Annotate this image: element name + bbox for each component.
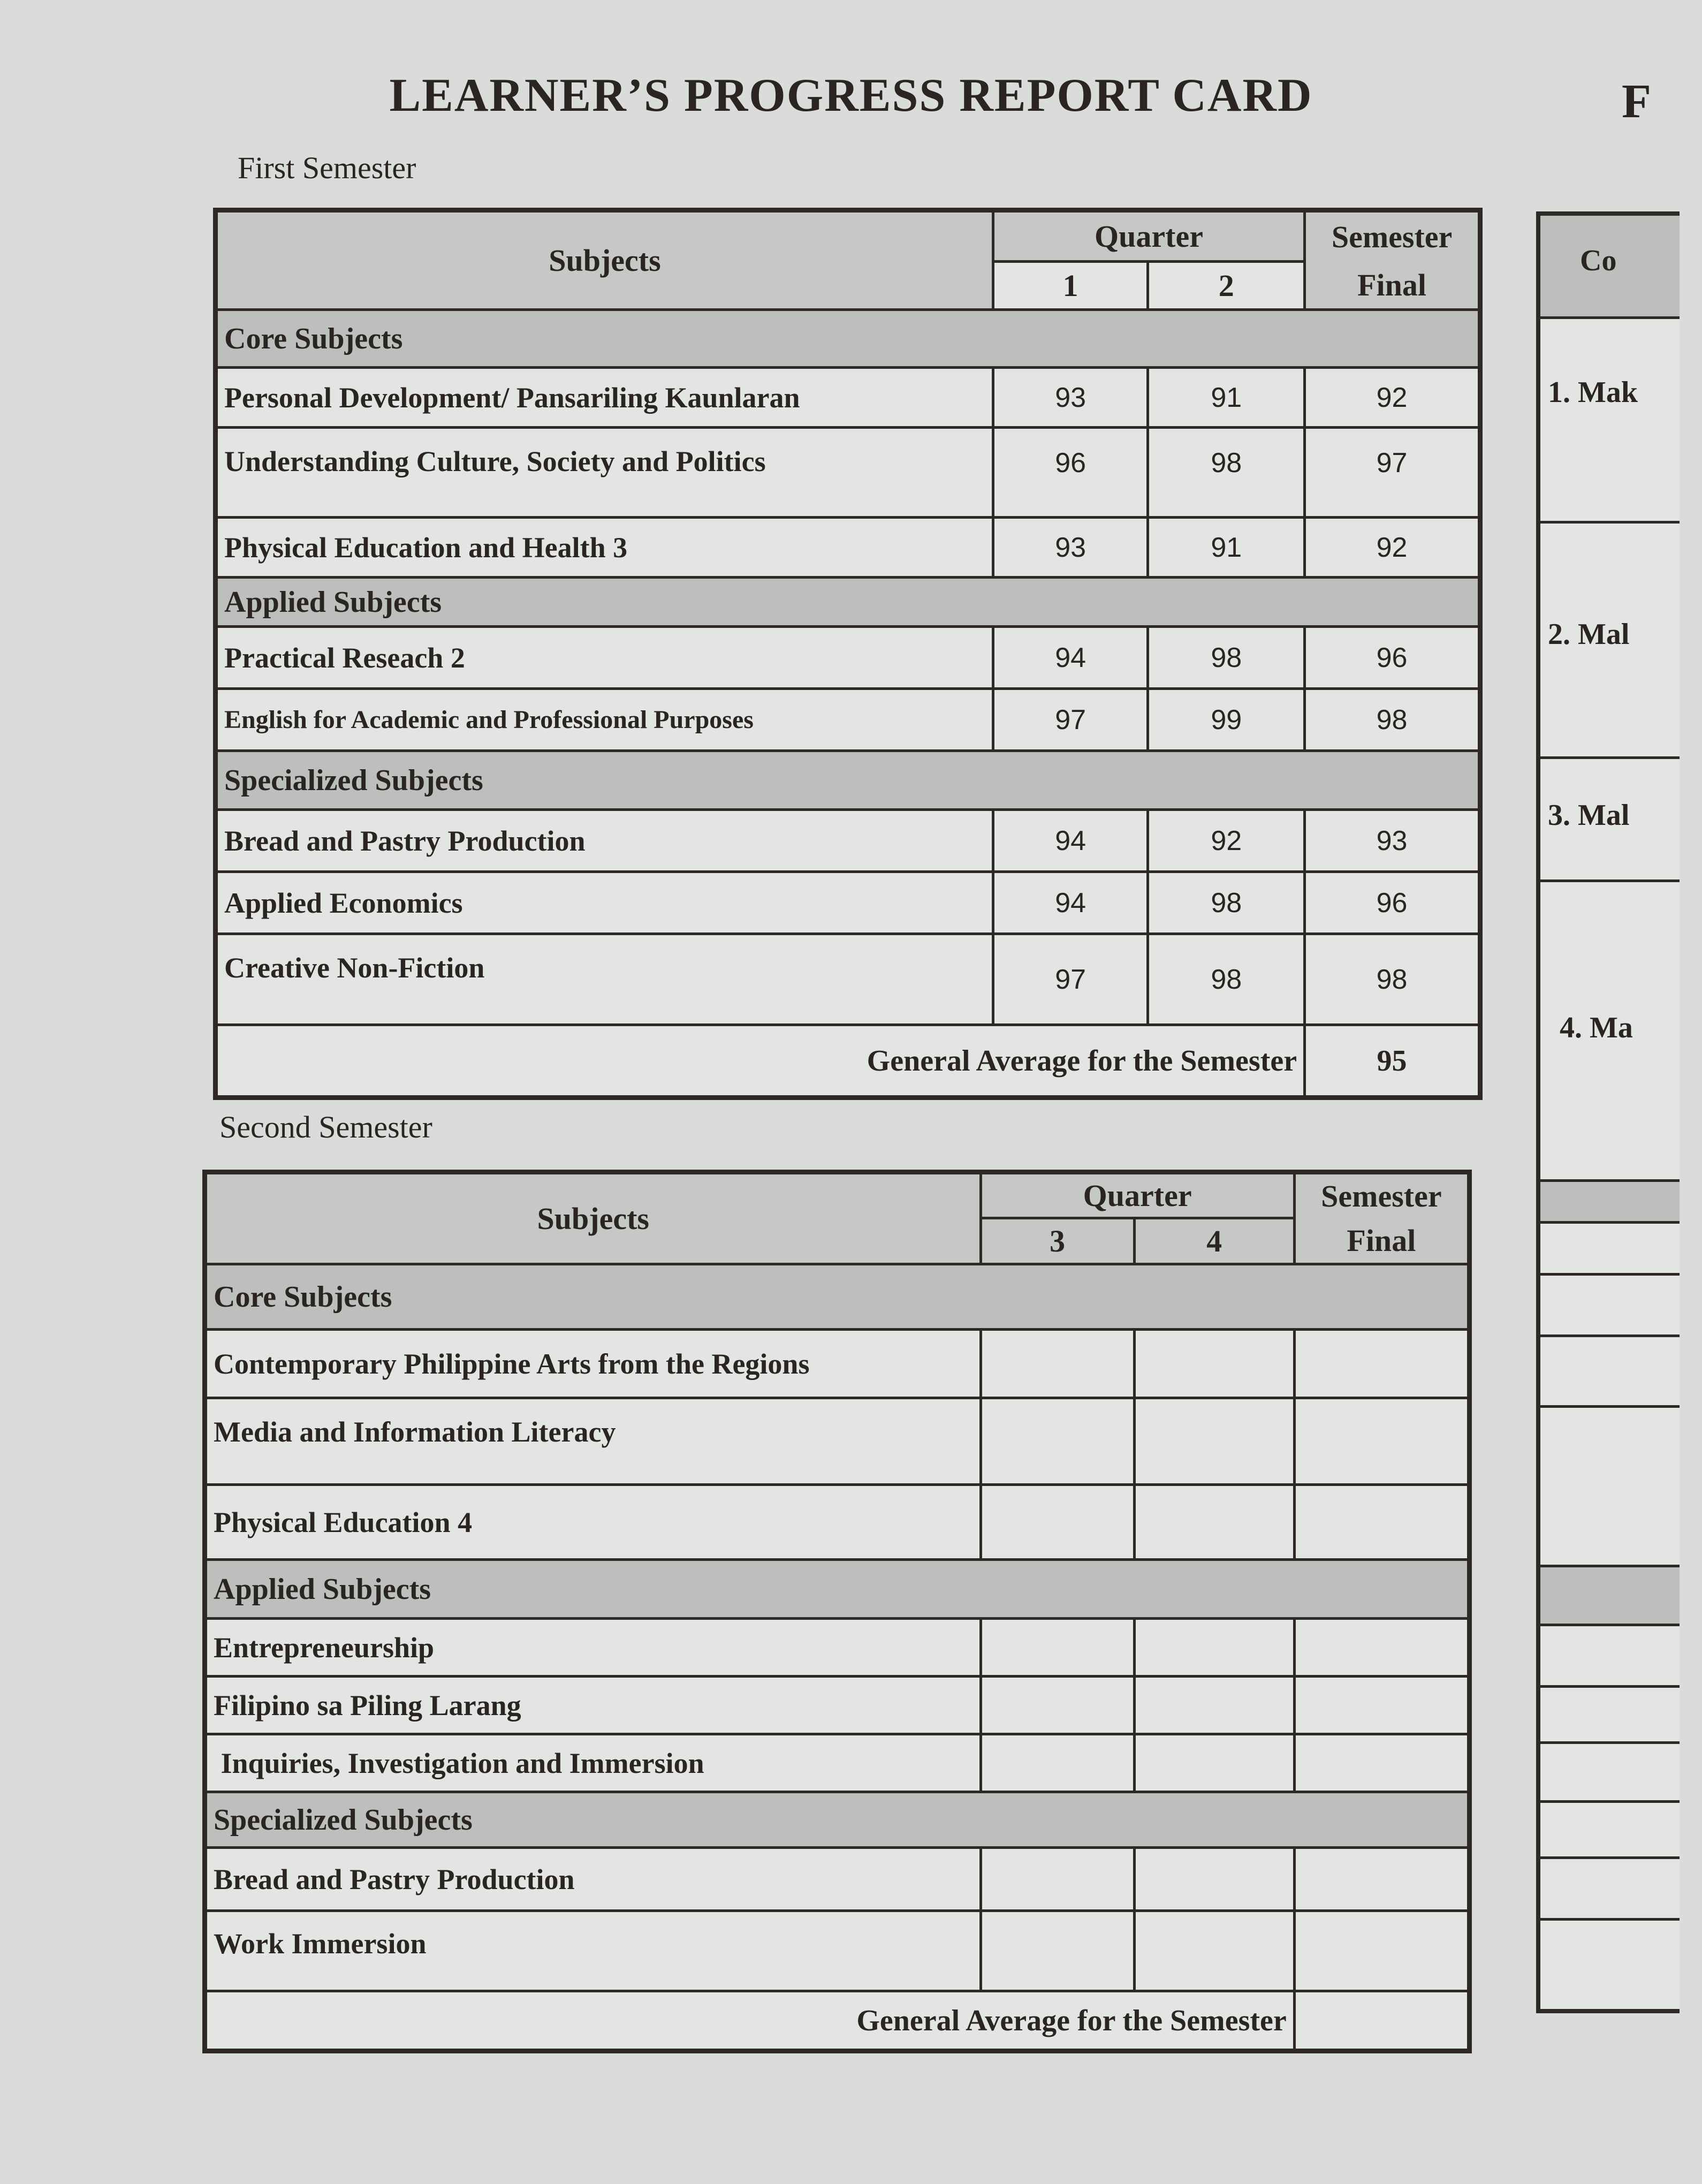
category-applied-subjects: Applied Subjects: [205, 1560, 1470, 1619]
category-applied-subjects: Applied Subjects: [216, 578, 1480, 627]
quarter-2-grade: 98: [1148, 428, 1305, 518]
adjacent-panel-item: 1. Mak: [1548, 376, 1638, 409]
report-card-title: LEARNER’S PROGRESS REPORT CARD: [389, 70, 1313, 122]
table-row: [216, 518, 1480, 578]
final-grade: 92: [1305, 368, 1480, 428]
second-semester-label: Second Semester: [219, 1110, 432, 1144]
final-grade: 96: [1305, 872, 1480, 934]
quarter-4-grade: [1134, 1734, 1294, 1792]
semester-header: Semester: [1294, 1172, 1469, 1218]
quarter-4-grade: [1134, 1485, 1294, 1560]
quarter-2-grade: 91: [1148, 518, 1305, 578]
subject-name: Bread and Pastry Production: [205, 1848, 981, 1911]
quarter-2-grade: 98: [1148, 872, 1305, 934]
subject-name: Personal Development/ Pansariling Kaunlaran: [216, 368, 993, 428]
table-row: [205, 1911, 1470, 1991]
quarter-3-grade: [981, 1485, 1134, 1560]
subjects-header: Subjects: [205, 1172, 981, 1264]
table-row: [216, 627, 1480, 689]
subject-name: Media and Information Literacy: [205, 1398, 981, 1485]
adjacent-panel-item: 3. Mal: [1548, 799, 1630, 832]
final-grade: [1294, 1848, 1469, 1911]
final-grade: 96: [1305, 627, 1480, 689]
category-core-subjects: Core Subjects: [216, 310, 1480, 368]
subject-name: Physical Education 4: [205, 1485, 981, 1560]
quarter-3-grade: [981, 1398, 1134, 1485]
subject-name: Applied Economics: [216, 872, 993, 934]
quarter-4-grade: [1134, 1677, 1294, 1734]
quarter-1-header: 1: [993, 262, 1148, 310]
general-average-value: 95: [1305, 1025, 1480, 1098]
quarter-1-grade: 94: [993, 872, 1148, 934]
quarter-4-grade: [1134, 1911, 1294, 1991]
quarter-3-grade: [981, 1330, 1134, 1398]
subject-name: Creative Non-Fiction: [216, 934, 993, 1025]
quarter-3-grade: [981, 1848, 1134, 1911]
adjacent-panel-item: 4. Ma: [1560, 1011, 1633, 1044]
general-average-label: General Average for the Semester: [205, 1991, 1295, 2051]
table-row: [216, 368, 1480, 428]
quarter-1-grade: 94: [993, 627, 1148, 689]
table-row: [205, 1398, 1470, 1485]
quarter-2-grade: 98: [1148, 934, 1305, 1025]
quarter-4-grade: [1134, 1848, 1294, 1911]
subject-name: Contemporary Philippine Arts from the Regions: [205, 1330, 981, 1398]
subject-name: Filipino sa Piling Larang: [205, 1677, 981, 1734]
adjacent-panel-header-text: Co: [1580, 244, 1617, 277]
subject-name: Physical Education and Health 3: [216, 518, 993, 578]
final-grade: [1294, 1911, 1469, 1991]
category-specialized-subjects: Specialized Subjects: [205, 1792, 1470, 1848]
final-grade: [1294, 1619, 1469, 1677]
final-grade: 93: [1305, 810, 1480, 872]
general-average-row: [216, 1025, 1480, 1098]
table-row: [216, 689, 1480, 751]
general-average-label: General Average for the Semester: [216, 1025, 1305, 1098]
category-core-subjects: Core Subjects: [205, 1264, 1470, 1330]
final-grade: [1294, 1330, 1469, 1398]
adjacent-page-panel: [1536, 211, 1680, 2013]
category-specialized-subjects: Specialized Subjects: [216, 751, 1480, 810]
quarter-1-grade: 94: [993, 810, 1148, 872]
table-row: [205, 1330, 1470, 1398]
second-semester-table: [202, 1170, 1472, 2053]
quarter-3-grade: [981, 1911, 1134, 1991]
general-average-value: [1294, 1991, 1469, 2051]
subject-name: Inquiries, Investigation and Immersion: [205, 1734, 981, 1792]
quarter-header: Quarter: [993, 210, 1304, 262]
quarter-4-grade: [1134, 1398, 1294, 1485]
table-row: [216, 810, 1480, 872]
subject-name: Bread and Pastry Production: [216, 810, 993, 872]
quarter-1-grade: 96: [993, 428, 1148, 518]
quarter-2-header: 2: [1148, 262, 1305, 310]
table-row: [216, 934, 1480, 1025]
quarter-3-grade: [981, 1619, 1134, 1677]
table-row: [205, 1848, 1470, 1911]
table-row: [205, 1619, 1470, 1677]
quarter-2-grade: 99: [1148, 689, 1305, 751]
subject-name: Work Immersion: [205, 1911, 981, 1991]
table-row: [205, 1677, 1470, 1734]
quarter-header: Quarter: [981, 1172, 1294, 1218]
table-row: [216, 872, 1480, 934]
first-semester-table: [213, 208, 1483, 1100]
final-grade: 98: [1305, 689, 1480, 751]
quarter-1-grade: 93: [993, 518, 1148, 578]
quarter-1-grade: 93: [993, 368, 1148, 428]
table-row: [205, 1734, 1470, 1792]
quarter-3-grade: [981, 1734, 1134, 1792]
final-grade: [1294, 1677, 1469, 1734]
final-grade: 98: [1305, 934, 1480, 1025]
adjacent-panel-item: 2. Mal: [1548, 618, 1630, 651]
subject-name: Entrepreneurship: [205, 1619, 981, 1677]
final-grade: [1294, 1734, 1469, 1792]
quarter-1-grade: 97: [993, 689, 1148, 751]
quarter-1-grade: 97: [993, 934, 1148, 1025]
quarter-2-grade: 98: [1148, 627, 1305, 689]
quarter-4-header: 4: [1134, 1218, 1294, 1264]
quarter-2-grade: 92: [1148, 810, 1305, 872]
subjects-header: Subjects: [216, 210, 993, 310]
table-row: [205, 1485, 1470, 1560]
final-grade: [1294, 1485, 1469, 1560]
quarter-4-grade: [1134, 1619, 1294, 1677]
final-header: Final: [1305, 262, 1480, 310]
final-grade: 97: [1305, 428, 1480, 518]
quarter-3-header: 3: [981, 1218, 1134, 1264]
final-grade: 92: [1305, 518, 1480, 578]
semester-header: Semester: [1305, 210, 1480, 262]
subject-name: English for Academic and Professional Purposes: [216, 689, 993, 751]
table-row: [216, 428, 1480, 518]
subject-name: Practical Reseach 2: [216, 627, 993, 689]
quarter-3-grade: [981, 1677, 1134, 1734]
adjacent-page-title-fragment: F: [1622, 75, 1651, 128]
general-average-row: [205, 1991, 1470, 2051]
quarter-2-grade: 91: [1148, 368, 1305, 428]
final-grade: [1294, 1398, 1469, 1485]
first-semester-label: First Semester: [238, 150, 416, 185]
final-header: Final: [1294, 1218, 1469, 1264]
quarter-4-grade: [1134, 1330, 1294, 1398]
subject-name: Understanding Culture, Society and Politics: [216, 428, 993, 518]
